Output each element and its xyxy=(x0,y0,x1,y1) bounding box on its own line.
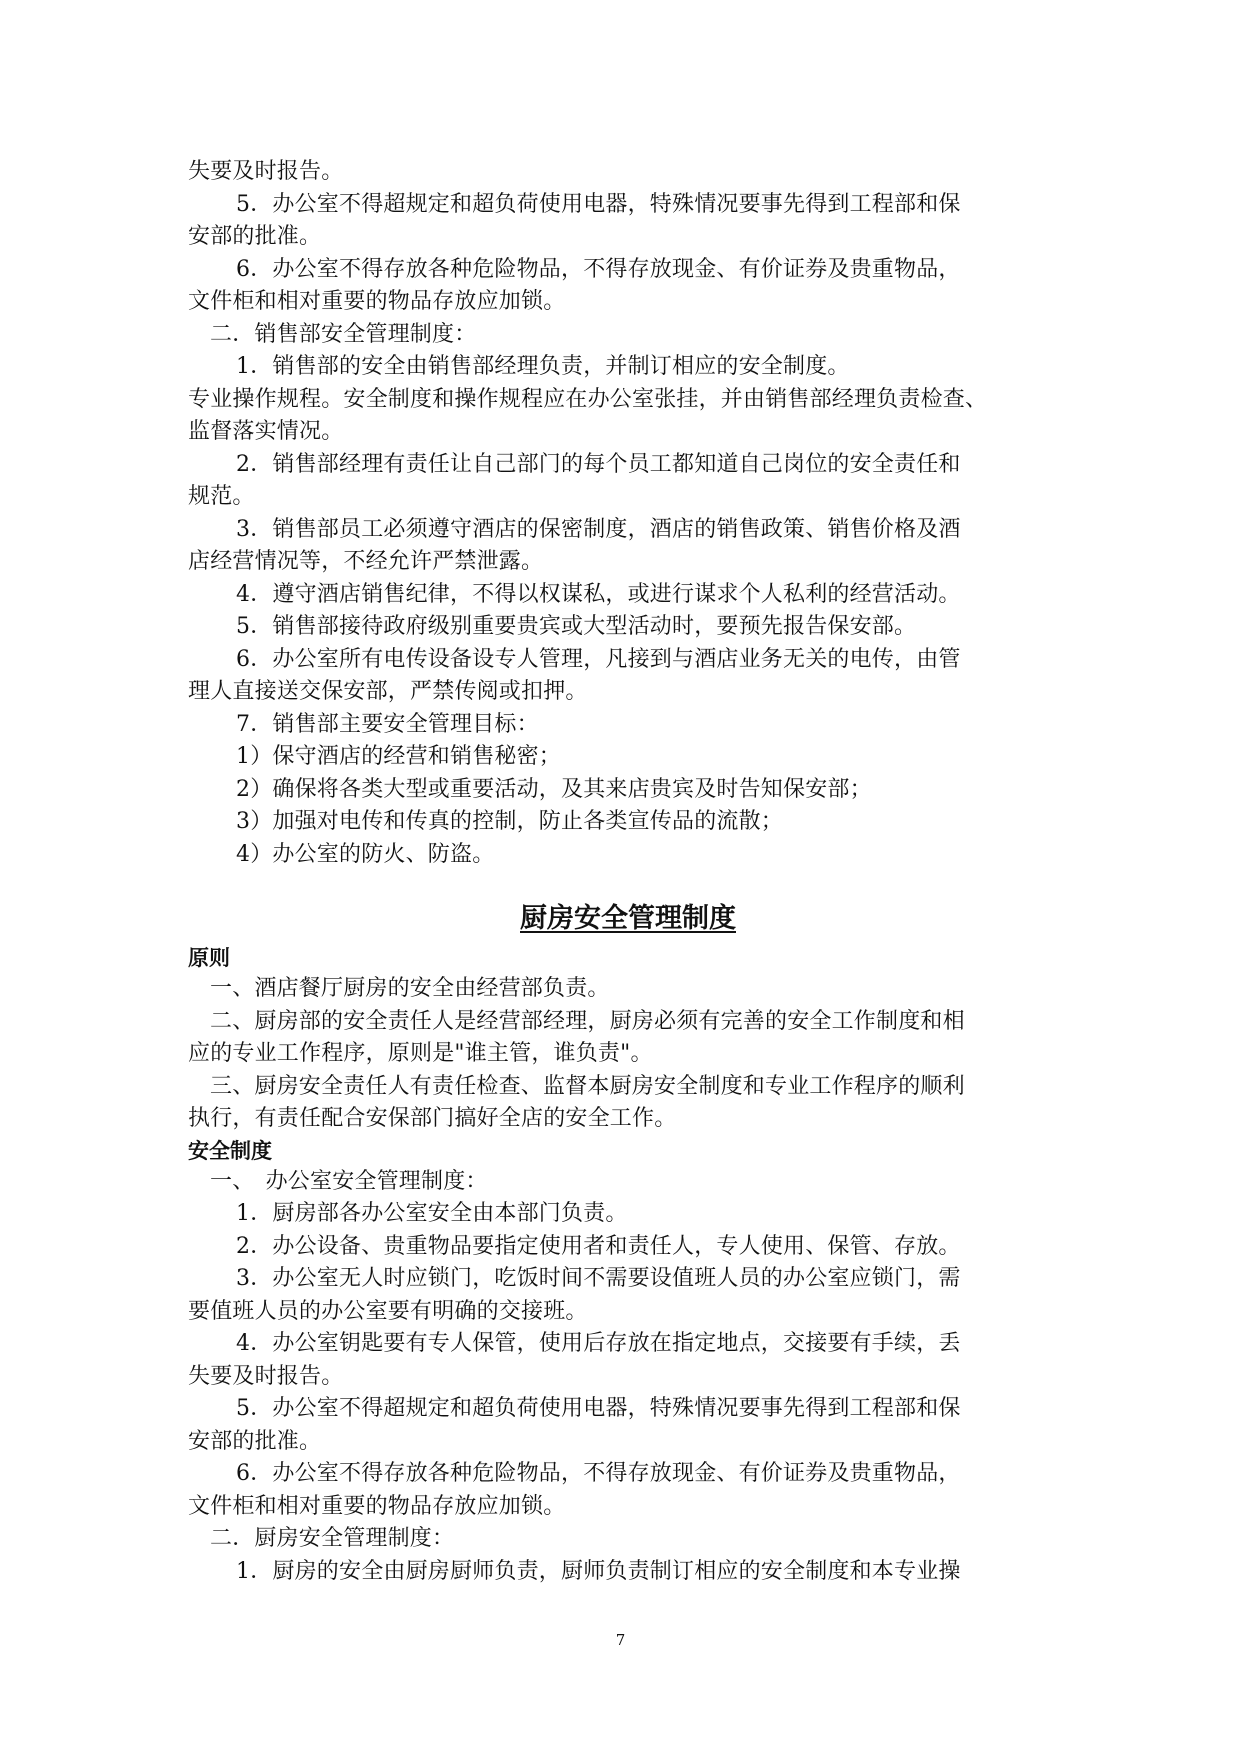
paragraph-line: 5．销售部接待政府级别重要贵宾或大型活动时，要预先报告保安部。 xyxy=(236,614,917,639)
paragraph-line: 1．销售部的安全由销售部经理负责，并制订相应的安全制度。 xyxy=(236,354,850,379)
principles-section xyxy=(188,973,1068,1136)
paragraph-line: 6．办公室不得存放各种危险物品，不得存放现金、有价证券及贵重物品， xyxy=(236,1461,961,1486)
paragraph-line: 7．销售部主要安全管理目标： xyxy=(236,711,539,737)
paragraph-line: 店经营情况等，不经允许严禁泄露。 xyxy=(188,549,544,574)
paragraph-line: 三、厨房安全责任人有责任检查、监督本厨房安全制度和专业工作程序的顺利 xyxy=(210,1073,965,1099)
document-page xyxy=(188,156,1068,1588)
paragraph-line: 要值班人员的办公室要有明确的交接班。 xyxy=(188,1298,588,1324)
paragraph-line: 文件柜和相对重要的物品存放应加锁。 xyxy=(188,289,566,314)
document-title: 厨房安全管理制度 xyxy=(520,903,736,934)
paragraph-line: 4．办公室钥匙要有专人保管，使用后存放在指定地点，交接要有手续，丢 xyxy=(236,1331,961,1356)
paragraph-line: 监督落实情况。 xyxy=(188,419,344,444)
paragraph-line: 执行，有责任配合安保部门搞好全店的安全工作。 xyxy=(188,1106,677,1131)
paragraph-line: 理人直接送交保安部，严禁传阅或扣押。 xyxy=(188,679,588,704)
paragraph-line: 专业操作规程。安全制度和操作规程应在办公室张挂，并由销售部经理负责检查、 xyxy=(188,386,988,412)
paragraph-line: 5．办公室不得超规定和超负荷使用电器，特殊情况要事先得到工程部和保 xyxy=(236,191,961,217)
paragraph-line: 5．办公室不得超规定和超负荷使用电器，特殊情况要事先得到工程部和保 xyxy=(236,1396,961,1421)
paragraph-line: 1．厨房部各办公室安全由本部门负责。 xyxy=(236,1201,628,1226)
paragraph-line: 6．办公室不得存放各种危险物品，不得存放现金、有价证券及贵重物品， xyxy=(236,256,961,282)
paragraph-line: 6．办公室所有电传设备设专人管理，凡接到与酒店业务无关的电传，由管 xyxy=(236,646,961,672)
section-heading-principles: 原则 xyxy=(188,946,230,970)
paragraph-line: 3．销售部员工必须遵守酒店的保密制度，酒店的销售政策、销售价格及酒 xyxy=(236,516,961,542)
paragraph-line: 文件柜和相对重要的物品存放应加锁。 xyxy=(188,1493,566,1519)
paragraph-line: 3）加强对电传和传真的控制，防止各类宣传品的流散； xyxy=(236,809,783,834)
paragraph-line: 一、 办公室安全管理制度： xyxy=(210,1168,488,1194)
paragraph-line: 二．销售部安全管理制度： xyxy=(210,321,477,347)
paragraph-line: 一、酒店餐厅厨房的安全由经营部负责。 xyxy=(210,976,610,1001)
page-number: 7 xyxy=(615,1631,626,1649)
paragraph-line: 2．办公设备、贵重物品要指定使用者和责任人，专人使用、保管、存放。 xyxy=(236,1233,961,1259)
paragraph-line: 4．遵守酒店销售纪律，不得以权谋私，或进行谋求个人私利的经营活动。 xyxy=(236,581,961,607)
paragraph-line: 1）保守酒店的经营和销售秘密； xyxy=(236,744,561,769)
paragraph-line: 2．销售部经理有责任让自己部门的每个员工都知道自己岗位的安全责任和 xyxy=(236,451,961,477)
section-heading-safety-rules: 安全制度 xyxy=(188,1138,272,1163)
paragraph-line: 失要及时报告。 xyxy=(188,159,344,184)
paragraph-line: 安部的批准。 xyxy=(188,1428,322,1454)
paragraph-line: 二、厨房部的安全责任人是经营部经理，厨房必须有完善的安全工作制度和相 xyxy=(210,1008,965,1034)
paragraph-line: 安部的批准。 xyxy=(188,224,322,249)
sales-dept-section xyxy=(188,156,1068,871)
paragraph-line: 二．厨房安全管理制度： xyxy=(210,1526,455,1551)
paragraph-line: 规范。 xyxy=(188,484,255,509)
paragraph-line: 应的专业工作程序，原则是"谁主管，谁负责"。 xyxy=(188,1041,653,1066)
paragraph-line: 4）办公室的防火、防盗。 xyxy=(236,841,495,867)
paragraph-line: 1．厨房的安全由厨房厨师负责，厨师负责制订相应的安全制度和本专业操 xyxy=(236,1558,961,1584)
paragraph-line: 失要及时报告。 xyxy=(188,1363,344,1389)
paragraph-line: 3．办公室无人时应锁门，吃饭时间不需要设值班人员的办公室应锁门，需 xyxy=(236,1266,961,1291)
paragraph-line: 2）确保将各类大型或重要活动，及其来店贵宾及时告知保安部； xyxy=(236,776,872,802)
safety-rules-section xyxy=(188,1166,1068,1589)
